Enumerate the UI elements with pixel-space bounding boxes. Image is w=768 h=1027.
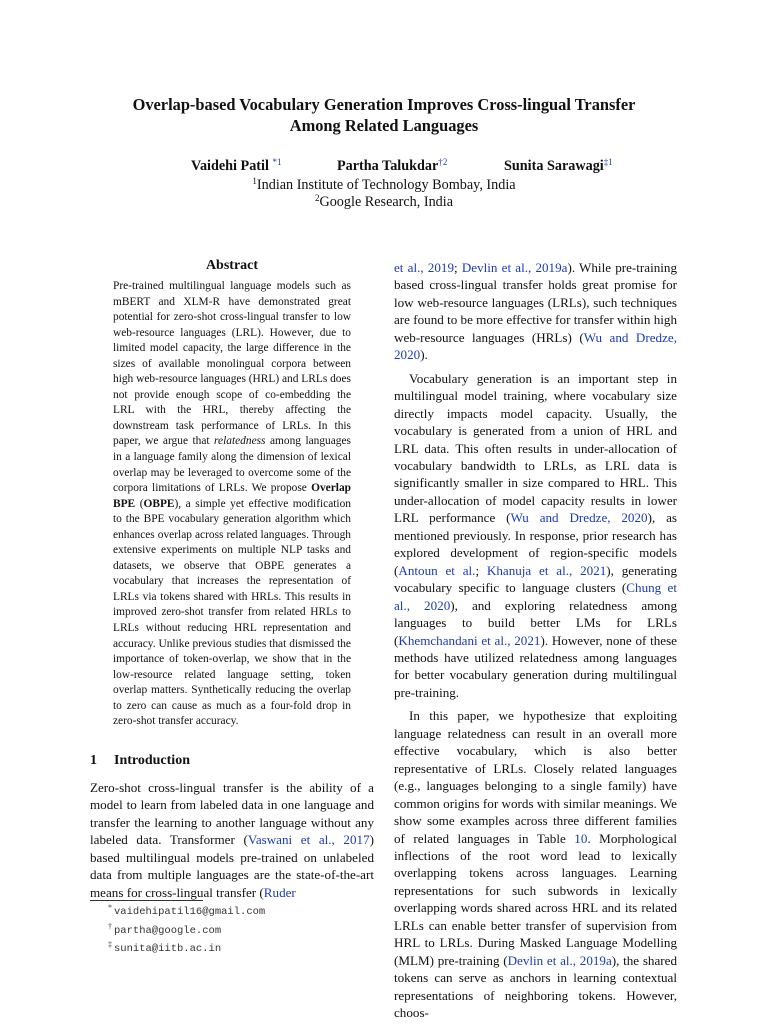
author-3: [504, 157, 613, 175]
footnote-mark: †: [108, 921, 112, 931]
footnote-mark: *: [108, 903, 112, 912]
intro-text: In this paper, we hypothesize that exploiting language relatedness can result in an overall more effective vocabulary, which is also better representative of LRLs. Closely related languages (e.g., languages belonging to a single family) have common origins for words with similar meanings. We show some examples across three different families of related languages in Table: [394, 708, 677, 846]
intro-paragraph-3: [394, 707, 677, 1021]
intro-paragraph-1-cont: [394, 259, 677, 364]
author-name: Partha Talukdar: [337, 158, 439, 174]
intro-text: ;: [454, 260, 462, 275]
affiliation-1: [0, 176, 768, 194]
citation-link[interactable]: Wu and Dredze, 2020: [510, 510, 648, 526]
author-name: Sunita Sarawagi: [504, 158, 604, 174]
abstract-text: (: [135, 497, 144, 510]
footnote-mark: ‡: [108, 940, 112, 950]
introduction-right-column: [394, 259, 677, 1027]
citation-link[interactable]: Wu and Dredze, 2020: [394, 329, 678, 363]
author-mark[interactable]: *1: [272, 157, 282, 167]
citation-link[interactable]: Khemchandani et al., 2021: [398, 632, 541, 648]
abstract-bold: OBPE: [143, 497, 175, 510]
abstract-heading: Abstract: [205, 258, 259, 273]
citation-link[interactable]: Vaswani et al., 2017: [247, 832, 370, 848]
affiliation-2: [0, 193, 768, 211]
intro-text: Zero-shot cross-lingual transfer is the ability of a model to learn from labeled data in one language and transfer the learning to another language without any labeled data. Transformer (: [90, 780, 374, 848]
section-heading-introduction: [90, 753, 190, 769]
author-mark[interactable]: ‡1: [603, 157, 613, 167]
citation-link[interactable]: et al., 2019: [394, 260, 454, 275]
affiliation-text: Google Research, India: [319, 194, 454, 210]
footnotes: [90, 901, 265, 957]
abstract-body: [113, 279, 351, 730]
affiliation-text: Indian Institute of Technology Bombay, India: [256, 177, 516, 193]
paper-title: [60, 94, 708, 136]
affiliation-number: 2: [314, 193, 320, 203]
intro-text: ), the shared tokens can serve as anchors in learning contextual representations of neighboring tokens. However, choos-: [394, 952, 677, 1021]
citation-link[interactable]: Chung et al., 2020: [394, 580, 677, 613]
citation-link[interactable]: Khanuja et al., 2021: [486, 562, 607, 578]
section-number: 1: [90, 753, 97, 768]
author-1: [191, 157, 281, 175]
citation-link[interactable]: Devlin et al., 2019a: [507, 952, 612, 968]
intro-text: ), and exploring relatedness among languages to build better LMs for LRLs (: [394, 597, 677, 648]
table-reference-link[interactable]: 10: [574, 830, 588, 846]
footnote-email[interactable]: partha@google.com: [114, 924, 222, 937]
footnote-email[interactable]: vaidehipatil16@gmail.com: [114, 906, 266, 918]
section-title: Introduction: [114, 753, 190, 768]
affiliation-number: 1: [252, 176, 257, 186]
intro-text: ) based multilingual models pre-trained on unlabeled data from multiple languages are the state-of-the-art means for cross-lingual transfer (: [90, 832, 374, 900]
intro-text: ). While pre-training based cross-lingual transfer holds great promise for low web-resource languages (LRLs), such techniques are found to be more effective for transfer within high web-resource languages (HRLs) (: [394, 260, 678, 345]
author-2: [337, 157, 447, 175]
abstract-bold: Overlap BPE: [113, 482, 351, 510]
footnote-2: [90, 920, 265, 939]
abstract-text: ), a simple yet effective modification to the BPE vocabulary generation algorithm which enhances overlap across related languages. Through extensive experiments on multiple NLP tasks and datasets, we observe that OBPE generates a vocabulary that increases the representation of LRLs via tokens shared with HRLs. This results in improved zero-shot transfer from related HRLs to LRLs without reducing HRL representation and accuracy. Unlike previous studies that dismissed the importance of token-overlap, we show that in the low-resource related language setting, token overlap matters. Synthetically reducing the overlap to zero can cause as much as a four-fold drop in zero-shot transfer accuracy.: [113, 497, 351, 728]
author-list: [0, 157, 768, 177]
footnote-1: [90, 901, 265, 920]
intro-text: Vocabulary generation is an important step in multilingual model training, where vocabulary size directly impacts model capacity. Usually, the vocabulary is generated from a union of HRL and LRL data. This often results in under-allocation of vocabulary bandwidth to LRLs, as LRL data is significantly smaller in size compared to HRL. This under-allocation of model capacity results in lower LRL performance (: [394, 370, 677, 526]
citation-link[interactable]: Devlin et al., 2019a: [461, 260, 568, 275]
intro-text: ), as mentioned previously. In response, prior research has explored development of region-specific models (: [394, 510, 677, 578]
footnote-email[interactable]: sunita@iitb.ac.in: [114, 943, 222, 956]
abstract-text: among languages in a language family along the dimension of lexical overlap may be leveraged to overcome some of the corpora limitations of LRLs. We propose: [113, 435, 351, 495]
intro-text: ).: [420, 347, 428, 363]
citation-link[interactable]: Ruder: [263, 884, 296, 900]
title-line-2: Among Related Languages: [289, 116, 479, 135]
title-line-1: Overlap-based Vocabulary Generation Improves Cross-lingual Transfer: [132, 95, 636, 114]
intro-text: ). However, none of these methods have utilized relatedness among languages for better vocabulary generation during multilingual pre-training.: [394, 632, 677, 700]
intro-text: ), generating vocabulary specific to language clusters (: [394, 562, 677, 596]
abstract-emphasis: relatedness: [214, 435, 266, 448]
abstract-text: Pre-trained multilingual language models such as mBERT and XLM-R have demonstrated great potential for zero-shot cross-lingual transfer to low web-resource languages (LRL). However, due to limited model capacity, the large difference in the sizes of available monolingual corpora between high web-resource languages (HRL) and LRLs does not provide enough scope of co-embedding the LRL with the HRL, thereby affecting the downstream task performance of LRLs. In this paper, we argue that: [113, 280, 351, 448]
introduction-left-column: [90, 779, 374, 901]
intro-text: . Morphological inflections of the root word lead to lexically overlapping tokens across languages. Learning representations for such subwords in lexically overlapping words shared across HRL and its related LRLs can enable better transfer of supervision from HRL to LRLs. During Masked Language Modelling (MLM) pre-training (: [394, 830, 677, 968]
author-name: Vaidehi Patil: [191, 158, 269, 174]
citation-link[interactable]: Antoun et al.: [398, 562, 476, 578]
intro-text: ;: [475, 562, 487, 578]
intro-paragraph-2: [394, 370, 677, 702]
author-mark[interactable]: †2: [438, 157, 448, 167]
footnote-3: [90, 938, 265, 957]
